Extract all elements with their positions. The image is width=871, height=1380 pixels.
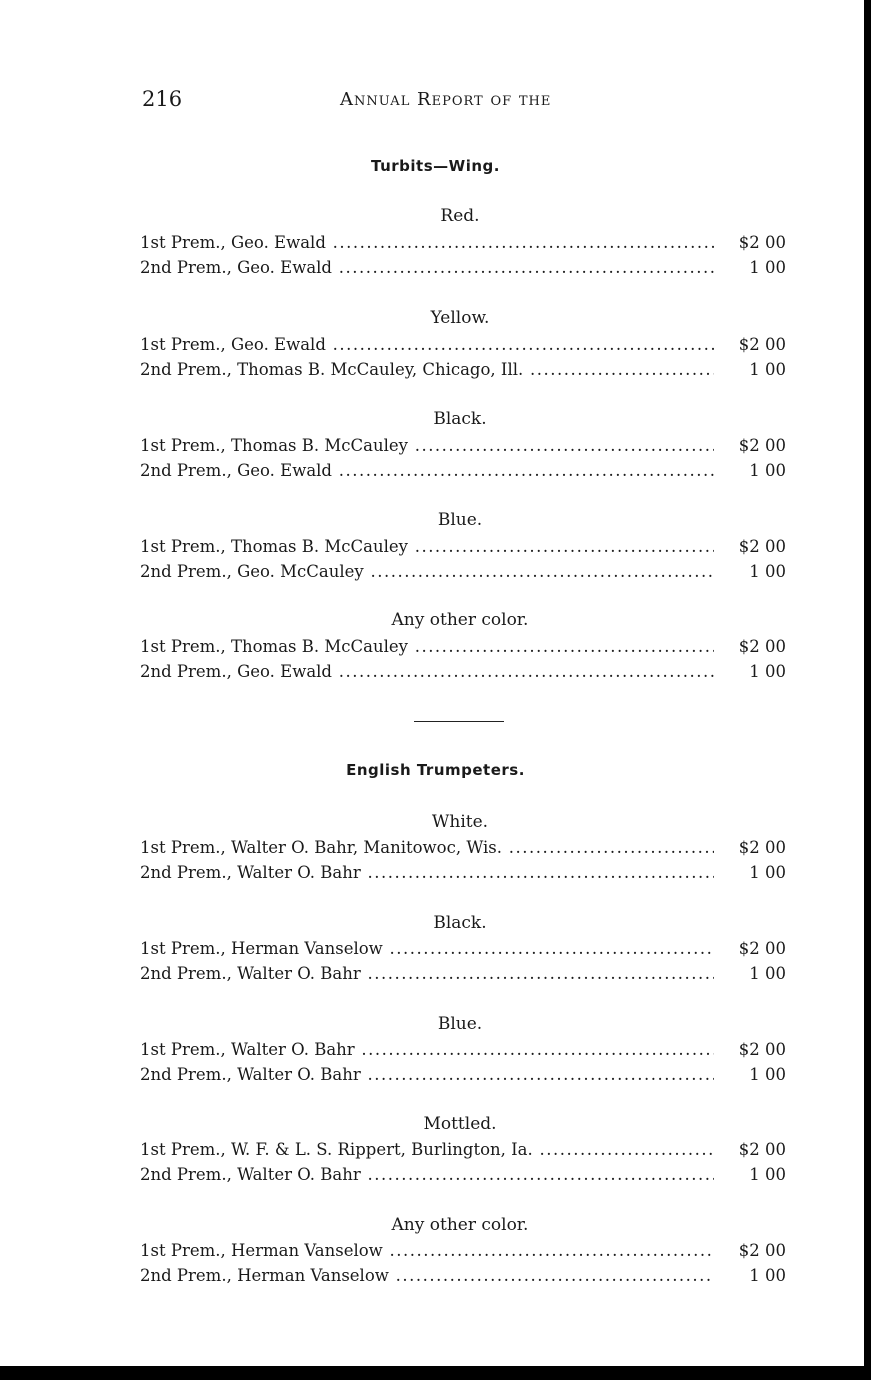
list-item (0, 233, 871, 257)
list-item (0, 1266, 871, 1290)
entry-label: 2nd Prem., Walter O. Bahr ..... (140, 863, 714, 882)
entry-amount: $2 00 (738, 436, 786, 455)
page-number: 216 (142, 87, 183, 111)
color-heading: Mottled. (423, 1114, 497, 1134)
entry-amount: 1 00 (749, 562, 786, 581)
list-item (0, 1140, 871, 1164)
entry-amount: 1 00 (749, 258, 786, 277)
list-item (0, 1241, 871, 1265)
entry-amount: $2 00 (738, 335, 786, 354)
entry-label: 1st Prem., W. F. & L. S. Rippert, Burlington, Ia. ..... (140, 1140, 714, 1159)
section-heading-turbits-wing: Turbits—Wing. (371, 157, 500, 175)
color-heading: Any other color. (391, 610, 529, 630)
entry-label: 1st Prem., Thomas B. McCauley ..... (140, 537, 714, 556)
color-heading: Blue. (437, 1014, 483, 1034)
color-heading: Black. (433, 913, 487, 933)
color-heading: Any other color. (391, 1215, 529, 1235)
scan-border-bottom (0, 1366, 871, 1380)
entry-amount: 1 00 (749, 662, 786, 681)
list-item (0, 863, 871, 887)
entry-label: 2nd Prem., Geo. McCauley ..... (140, 562, 714, 581)
list-item (0, 637, 871, 661)
list-item (0, 258, 871, 282)
list-item (0, 360, 871, 384)
list-item (0, 1165, 871, 1189)
list-item (0, 562, 871, 586)
entry-amount: 1 00 (749, 1065, 786, 1084)
entry-label: 2nd Prem., Walter O. Bahr ..... (140, 964, 714, 983)
list-item (0, 537, 871, 561)
entry-label: 2nd Prem., Walter O. Bahr ..... (140, 1065, 714, 1084)
entry-label: 1st Prem., Geo. Ewald ..... (140, 233, 714, 252)
entry-amount: $2 00 (738, 1040, 786, 1059)
color-heading: White. (431, 812, 489, 832)
entry-label: 2nd Prem., Herman Vanselow ..... (140, 1266, 714, 1285)
section-heading-english-trumpeters: English Trumpeters. (346, 761, 525, 779)
list-item (0, 838, 871, 862)
entry-label: 1st Prem., Thomas B. McCauley ..... (140, 436, 714, 455)
entry-amount: $2 00 (738, 537, 786, 556)
running-head (0, 87, 871, 117)
scan-border-right (864, 0, 871, 1366)
entry-label: 2nd Prem., Geo. Ewald ..... (140, 461, 714, 480)
entry-amount: 1 00 (749, 1165, 786, 1184)
entry-label: 1st Prem., Walter O. Bahr ..... (140, 1040, 714, 1059)
color-heading: Black. (433, 409, 487, 429)
entry-amount: $2 00 (738, 1241, 786, 1260)
entry-label: 1st Prem., Walter O. Bahr, Manitowoc, Wis. ..... (140, 838, 714, 857)
entry-amount: $2 00 (738, 838, 786, 857)
entry-amount: 1 00 (749, 964, 786, 983)
list-item (0, 964, 871, 988)
entry-label: 1st Prem., Herman Vanselow ..... (140, 939, 714, 958)
entry-label: 1st Prem., Geo. Ewald ..... (140, 335, 714, 354)
entry-amount: $2 00 (738, 939, 786, 958)
entry-amount: 1 00 (749, 1266, 786, 1285)
list-item (0, 461, 871, 485)
color-heading: Red. (440, 206, 480, 226)
entry-label: 1st Prem., Herman Vanselow ..... (140, 1241, 714, 1260)
entry-amount: 1 00 (749, 461, 786, 480)
entry-label: 2nd Prem., Thomas B. McCauley, Chicago, Ill. ..... (140, 360, 714, 379)
entry-label: 2nd Prem., Walter O. Bahr ..... (140, 1165, 714, 1184)
entry-label: 2nd Prem., Geo. Ewald ..... (140, 662, 714, 681)
entry-amount: $2 00 (738, 233, 786, 252)
entry-amount: $2 00 (738, 637, 786, 656)
list-item (0, 662, 871, 686)
list-item (0, 1040, 871, 1064)
entry-amount: 1 00 (749, 360, 786, 379)
color-heading: Blue. (437, 510, 483, 530)
list-item (0, 335, 871, 359)
list-item (0, 436, 871, 460)
section-divider (414, 721, 504, 722)
entry-label: 2nd Prem., Geo. Ewald ..... (140, 258, 714, 277)
list-item (0, 939, 871, 963)
color-heading: Yellow. (430, 308, 490, 328)
entry-label: 1st Prem., Thomas B. McCauley ..... (140, 637, 714, 656)
running-title: Annual Report of the (340, 89, 552, 110)
entry-amount: $2 00 (738, 1140, 786, 1159)
list-item (0, 1065, 871, 1089)
entry-amount: 1 00 (749, 863, 786, 882)
